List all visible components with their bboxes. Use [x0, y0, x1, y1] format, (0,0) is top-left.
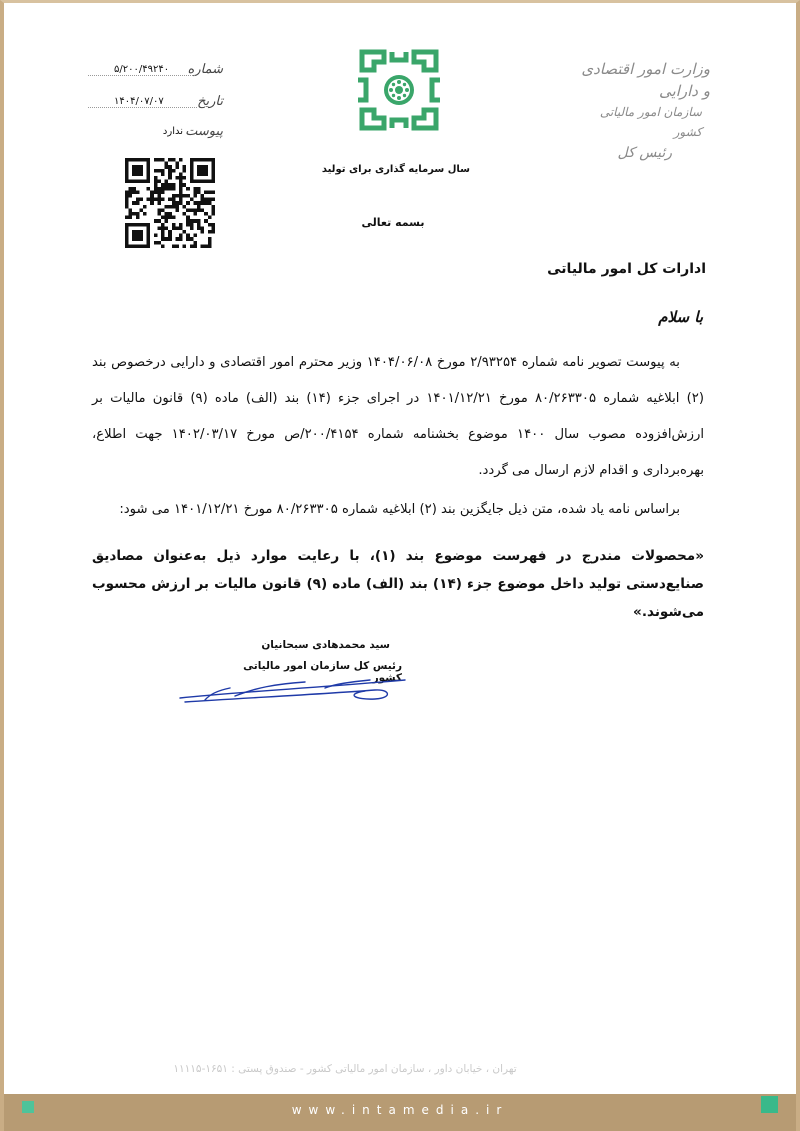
letter-number-label: شماره: [187, 62, 223, 77]
letter-date-value: ۱۴۰۴/۰۷/۰۷: [114, 96, 164, 107]
letter-number-value: ۵/۲۰۰/۴۹۲۴۰: [114, 64, 170, 75]
letter-attachment-label: پیوست: [185, 124, 223, 139]
signatory-title: رئیس کل سازمان امور مالیاتی کشور: [243, 660, 402, 684]
letter-attachment-value: ندارد: [162, 126, 183, 137]
recipient-heading: ادارات کل امور مالیاتی: [547, 261, 706, 277]
letter-number-field: [88, 62, 223, 78]
letter-date-label: تاریخ: [197, 94, 223, 109]
dotted-line: [88, 107, 197, 108]
letter-date-field: [88, 94, 223, 110]
footer-website: www.intamedia.ir: [291, 1103, 509, 1117]
handwritten-signature: [175, 658, 415, 708]
decorative-square-left: [22, 1101, 34, 1113]
decorative-square-right: [761, 1096, 778, 1113]
signatory-name: سید محمدهادی سبحانیان: [261, 639, 390, 651]
year-slogan: سال سرمایه گذاری برای تولید: [321, 164, 470, 175]
qr-code: [120, 158, 220, 248]
ministry-name: وزارت امور اقتصادی و دارایی: [581, 60, 710, 100]
letterhead-text: [570, 58, 710, 164]
footer-address: تهران ، خیابان داور ، سازمان امور مالیاتی کشور - صندوق پستی : ۱۶۵۱-۱۱۱۱۵: [173, 1063, 517, 1075]
dotted-line: [88, 75, 197, 76]
basmala: بسمه تعالی: [361, 216, 425, 229]
body-paragraph-3: «محصولات مندرج در فهرست موضوع بند (۱)، با رعایت موارد ذیل به‌عنوان مصادیق صنایع‌دستی تولید داخل موضوع جزء (۱۴) بند (الف) ماده (۹) قانون مالیات بر ارزش محسوب می‌شوند.»: [92, 548, 704, 620]
letter-attachment-field: [88, 124, 223, 140]
body-paragraph-1: به پیوست تصویر نامه شماره ۲/۹۳۲۵۴ مورخ ۱۴۰۴/۰۶/۰۸ وزیر محترم امور اقتصادی و دارایی درخصوص بند (۲) ابلاغیه شماره ۸۰/۲۶۳۳۰۵ مورخ ۱۴۰۱/۱۲/۲۱ در اجرای جزء (۱۴) بند (الف) ماده (۹) قانون مالیات بر ارزش‌افزوده مصوب سال ۱۴۰۰ موضوع بخشنامه شماره ۲۰۰/۴۱۵۴/ص مورخ ۱۴۰۲/۰۳/۱۷ جهت اطلاع، بهره‌برداری و اقدام لازم ارسال می گردد.: [92, 355, 705, 478]
salutation: با سلام: [658, 308, 703, 326]
organization-name: سازمان امور مالیاتی کشور: [599, 105, 702, 139]
tax-organization-logo: [354, 48, 444, 132]
position-title: رئیس کل: [617, 145, 672, 161]
body-paragraph-2: براساس نامه یاد شده، متن ذیل جایگزین بند (۲) ابلاغیه شماره ۸۰/۲۶۳۳۰۵ مورخ ۱۴۰۱/۱۲/۲۱ می شود:: [119, 502, 680, 517]
